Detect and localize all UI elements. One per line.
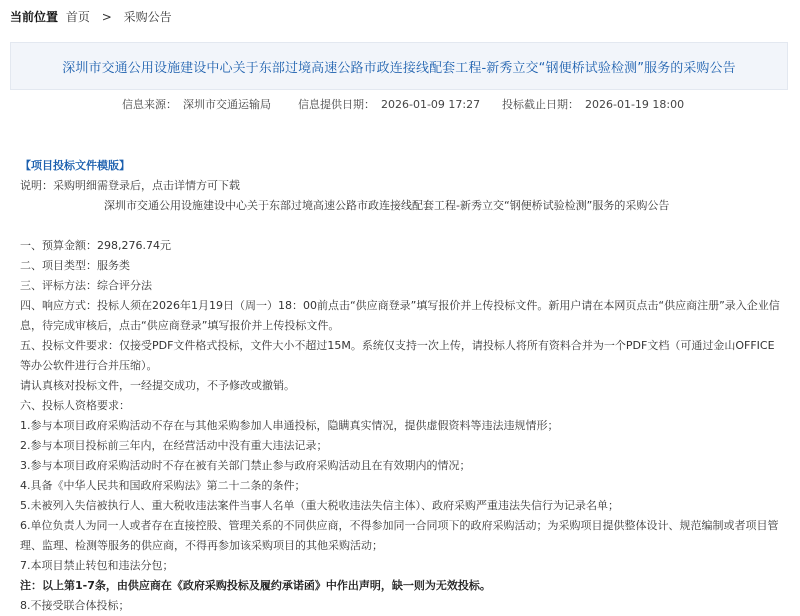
response-method-paragraph: 四、响应方式：投标人须在2026年1月19日（周一）18：00前点击“供应商登录”填写报价并上传投标文件。新用户请在本网页点击“供应商注册”录入企业信息，待完成审核后，点击“供应商登录”填写报价并上传投标文件。 <box>20 299 780 332</box>
breadcrumb-home-link[interactable]: 首页 <box>65 10 90 24</box>
announcement-content <box>20 156 782 616</box>
file-requirement-paragraph: 五、投标文件要求：仅接受PDF文件格式投标，文件大小不超过15M。系统仅支持一次上传，请投标人将所有资料合并为一个PDF文档（可通过金山OFFICE等办公软件进行合并压缩）。 <box>20 339 775 372</box>
qualification-item-4: 4.具备《中华人民共和国政府采购法》第二十二条的条件； <box>20 479 306 492</box>
careful-check-line: 请认真核对投标文件，一经提交成功，不予修改或撤销。 <box>20 379 295 392</box>
bid-deadline <box>502 96 684 112</box>
qualification-item-1: 1.参与本项目政府采购活动不存在与其他采购参加人串通投标，隐瞒真实情况，提供虚假资料等违法违规情形； <box>20 419 559 432</box>
qualification-title: 六、投标人资格要求： <box>20 399 130 412</box>
breadcrumb-separator: > <box>101 10 112 24</box>
budget-line: 一、预算金额：298,276.74元 <box>20 239 171 252</box>
download-note: 说明：采购明细需登录后，点击详情方可下载 <box>20 179 240 192</box>
template-title-link[interactable]: 【项目投标文件模版】 <box>20 159 130 172</box>
qualification-item-5: 5.未被列入失信被执行人、重大税收违法案件当事人名单（重大税收违法失信主体）、政府采购严重违法失信行为记录名单； <box>20 499 619 512</box>
qualification-item-6: 6.单位负责人为同一人或者存在直接控股、管理关系的不同供应商，不得参加同一合同项下的政府采购活动；为采购项目提供整体设计、规范编制或者项目管理、监理、检测等服务的供应商，不得再参加该采购项目的其他采购活动； <box>20 519 779 552</box>
info-date-label: 信息提供日期： <box>298 98 375 111</box>
content-repeat-title: 深圳市交通公用设施建设中心关于东部过境高速公路市政连接线配套工程-新秀立交“钢便桥试验检测”服务的采购公告 <box>104 199 670 212</box>
qualification-item-8: 8.不接受联合体投标； <box>20 599 130 612</box>
spacer <box>20 216 782 236</box>
info-source <box>122 96 271 112</box>
project-type-line: 二、项目类型：服务类 <box>20 259 130 272</box>
breadcrumb-current-link[interactable]: 采购公告 <box>123 10 172 24</box>
qualification-bold-note: 注：以上第1-7条，由供应商在《政府采购投标及履约承诺函》中作出声明，缺一则为无效投标。 <box>20 579 491 592</box>
info-source-label: 信息来源： <box>122 98 177 111</box>
breadcrumb <box>10 8 172 25</box>
bid-deadline-value: 2026-01-19 18:00 <box>585 98 685 111</box>
evaluation-method-line: 三、评标方法：综合评分法 <box>20 279 152 292</box>
qualification-item-2: 2.参与本项目投标前三年内，在经营活动中没有重大违法记录； <box>20 439 328 452</box>
info-date-value: 2026-01-09 17:27 <box>381 98 481 111</box>
breadcrumb-label: 当前位置 <box>10 10 59 24</box>
announcement-title-box <box>10 42 788 90</box>
announcement-title: 深圳市交通公用设施建设中心关于东部过境高速公路市政连接线配套工程-新秀立交“钢便桥试验检测”服务的采购公告 <box>62 60 736 76</box>
info-date <box>298 96 480 112</box>
qualification-item-7: 7.本项目禁止转包和违法分包； <box>20 559 174 572</box>
qualification-item-3: 3.参与本项目政府采购活动时不存在被有关部门禁止参与政府采购活动且在有效期内的情况； <box>20 459 471 472</box>
bid-deadline-label: 投标截止日期： <box>502 98 579 111</box>
info-source-value: 深圳市交通运输局 <box>183 98 271 111</box>
